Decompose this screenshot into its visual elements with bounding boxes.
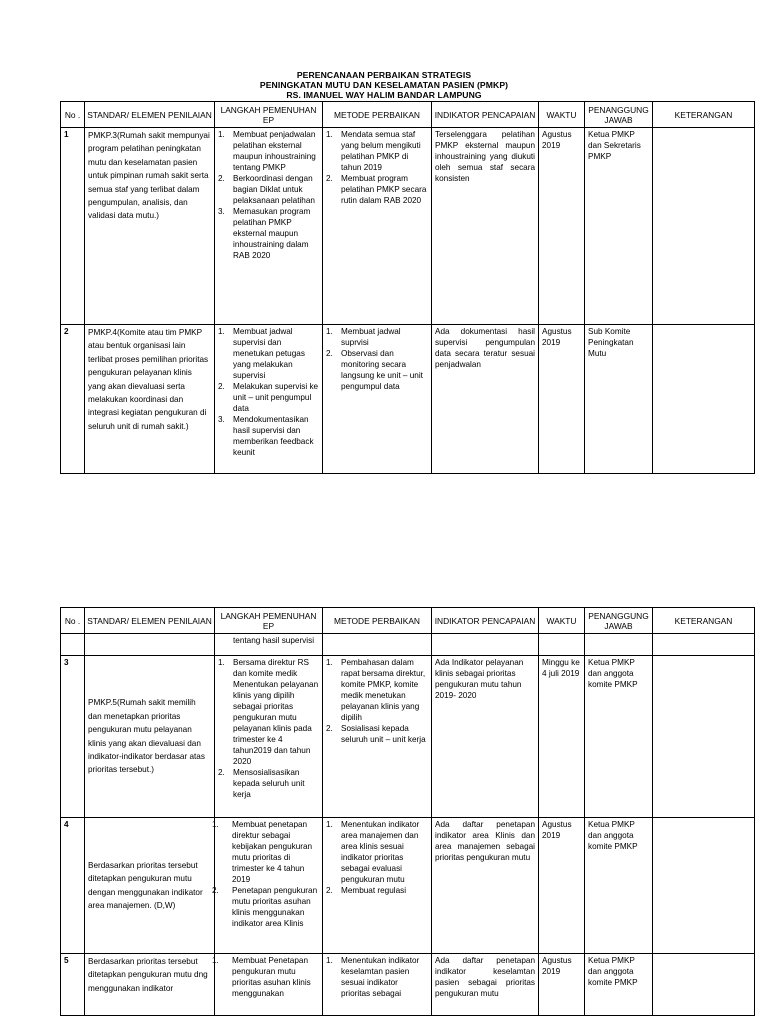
standar-text: Berdasarkan prioritas tersebut ditetapkan pengukuran mutu dng menggunakan indikator [88,957,208,993]
standar-text: PMKP.4(Komite atau tim PMKP atau bentuk organisasi lain terlibat proses pemilihan prioritas pengukuran pelayanan klinis yang akan dievaluasi serta melakukan koordinasi dan integrasi kegiatan pengukuran di seluruh unit di rumah sakit.) [88,328,209,431]
langkah-cell [212,954,323,1016]
standar-cell [85,656,215,818]
table-header-row [61,102,755,128]
waktu-cell: Minggu ke 4 juli 2019 [539,656,585,818]
header-langkah: LANGKAH PEMENUHAN EP [215,102,323,128]
list-item: 2. Penetapan pengukuran mutu prioritas asuhan klinis menggunakan indikator area Klinis [212,886,318,928]
indikator-cell: Ada daftar penetapan indikator keselamtan pasien sebagai prioritas pengukuran mutu [432,954,539,1016]
list-item: 2. Berkoordinasi dengan bagian Diklat untuk pelaksanaan pelatihan [218,174,315,205]
langkah-list [212,819,319,929]
table-row [61,128,755,325]
waktu-cell: Agustus 2019 [539,128,585,325]
plan-table-1 [60,101,755,474]
standar-text: PMKP.3(Rumah sakit mempunyai program pelatihan peningkatan mutu dan keselamatan pasien untuk pimpinan rumah sakit serta semua staf yang terlibat dalam pengumpulan, analisis, dan validasi data mutu.) [88,131,210,221]
langkah-list [218,326,319,458]
langkah-cell [212,818,323,954]
metode-list [326,657,428,745]
list-item: 1. Membuat Penetapan pengukuran mutu prioritas asuhan klinis menggunakan [212,956,311,998]
header-indikator: INDIKATOR PENCAPAIAN [432,102,539,128]
penanggung-cell: Ketua PMKP dan anggota komite PMKP [585,656,653,818]
waktu-cell: Agustus 2019 [539,954,585,1016]
list-item: 1. Menentukan indikator area manajemen dan area klinis sesuai indikator prioritas sebagai evaluasi pengukuran mutu [326,820,420,884]
penanggung-cell: Ketua PMKP dan anggota komite PMKP [585,818,653,954]
list-item: 2. Sosialisasi kepada seluruh unit – unit kerja [326,724,426,744]
standar-cell [85,818,215,954]
langkah-list [212,955,319,999]
header-indikator: INDIKATOR PENCAPAIAN [432,608,539,634]
list-item: 1. Mendata semua staf yang belum mengikuti pelatihan PMKP di tahun 2019 [326,130,421,172]
keterangan-cell [653,818,755,954]
header-penanggung: PENANGGUNG JAWAB [585,608,653,634]
list-item: 2. Mensosialisasikan kepada seluruh unit kerja [218,768,305,799]
list-item: 1. Menentukan indikator keselamtan pasien sesuai indikator prioritas sebagai [326,956,420,998]
header-no: No . [61,102,85,128]
continuation-text: tentang hasil supervisi [215,634,323,656]
standar-cell [85,954,215,1016]
waktu-cell: Agustus 2019 [539,325,585,474]
langkah-list [218,657,319,800]
metode-cell [323,954,432,1016]
penanggung-cell: Ketua PMKP dan Sekretaris PMKP [585,128,653,325]
list-item: 1. Membuat jadwal suprvisi [326,327,401,347]
header-langkah: LANGKAH PEMENUHAN EP [215,608,323,634]
metode-cell [323,656,432,818]
standar-cell [85,128,215,325]
header-no: No . [61,608,85,634]
indikator-cell: Ada dokumentasi hasil supervisi pengumpulan data secara teratur sesuai penjadwalan [432,325,539,474]
penanggung-cell: Ketua PMKP dan anggota komite PMKP [585,954,653,1016]
list-item: 2. Melakukan supervisi ke unit – unit pengumpul data [218,382,319,413]
list-item: 1. Pembahasan dalam rapat bersama direktur, komite PMKP, komite medik menetukan pelayanan klinis yang dipilih [326,658,426,722]
row-number: 1 [61,128,85,325]
standar-text: PMKP.5(Rumah sakit memilih dan menetapkan prioritas pengukuran mutu pelayanan klinis yang akan dievaluasi dan indikator-indikator berdasar atas prioritas tersebut.) [88,698,205,775]
table-row [61,325,755,474]
header-keterangan: KETERANGAN [653,608,755,634]
metode-list [326,129,428,206]
list-item: 3. Memasukan program pelatihan PMKP eksternal maupun inhoustraining dalam RAB 2020 [218,207,311,260]
header-metode: METODE PERBAIKAN [323,102,432,128]
metode-list [326,326,428,392]
metode-cell [323,818,432,954]
doc-title-1: PERENCANAAN PERBAIKAN STRATEGIS [296,70,472,80]
header-metode: METODE PERBAIKAN [323,608,432,634]
keterangan-cell [653,325,755,474]
list-item: 1. Membuat jadwal supervisi dan menetukan petugas yang melakukan supervisi [218,327,305,380]
metode-list [326,955,428,999]
continuation-row [61,634,755,656]
list-item: 2. Membuat program pelatihan PMKP secara rutin dalam RAB 2020 [326,174,427,205]
list-item: 3. Mendokumentasikan hasil supervisi dan memberikan feedback keunit [218,415,314,457]
table-row [61,656,755,818]
row-number: 4 [61,818,85,954]
list-item: 1. Membuat penjadwalan pelatihan eksternal maupun inhoustraining tentang PMKP [218,130,316,172]
keterangan-cell [653,954,755,1016]
standar-text: Berdasarkan prioritas tersebut ditetapkan pengukuran mutu dengan menggunakan indikator area manajemen. (D,W) [88,860,203,910]
indikator-cell: Ada daftar penetapan indikator area Klinis dan area manajemen sebagai prioritas pengukuran mutu [432,818,539,954]
metode-cell [323,325,432,474]
langkah-cell [215,325,323,474]
header-standar: STANDAR/ ELEMEN PENILAIAN [85,608,215,634]
row-number: 5 [61,954,85,1016]
penanggung-cell: Sub Komite Peningkatan Mutu [585,325,653,474]
waktu-cell: Agustus 2019 [539,818,585,954]
indikator-cell: Ada Indikator pelayanan klinis sebagai prioritas pengukuran mutu tahun 2019- 2020 [432,656,539,818]
indikator-cell: Terselenggara pelatihan PMKP eksternal maupun inhoustraining yang diukuti oleh semua staf secara konsisten [432,128,539,325]
metode-cell [323,128,432,325]
langkah-list [218,129,319,261]
langkah-cell [215,656,323,818]
header-keterangan: KETERANGAN [653,102,755,128]
table-header-row [61,608,755,634]
header-waktu: WAKTU [539,102,585,128]
header-waktu: WAKTU [539,608,585,634]
list-item: 1. Bersama direktur RS dan komite medik Menentukan pelayanan klinis yang dipilih sebagai prioritas pengukuran mutu pelayanan klinis pada trimester ke 4 tahun2019 dan tahun 2020 [218,658,319,766]
doc-title-2: PENINGKATAN MUTU DAN KESELAMATAN PASIEN (PMKP) [259,80,509,90]
langkah-cell [215,128,323,325]
table-row [61,818,755,954]
header-penanggung: PENANGGUNG JAWAB [585,102,653,128]
plan-table-2 [60,607,755,1016]
list-item: 2. Observasi dan monitoring secara langsung ke unit – unit pengumpul data [326,349,423,391]
list-item: 1. Membuat penetapan direktur sebagai kebijakan pengukuran mutu prioritas di trimester ke 4 tahun 2019 [212,820,313,884]
table-row [61,954,755,1016]
row-number: 3 [61,656,85,818]
list-item: 2. Membuat regulasi [326,886,407,895]
keterangan-cell [653,656,755,818]
standar-cell [85,325,215,474]
row-number: 2 [61,325,85,474]
doc-title-3: RS. IMANUEL WAY HALIM BANDAR LAMPUNG [286,90,482,100]
metode-list [326,819,428,896]
header-standar: STANDAR/ ELEMEN PENILAIAN [85,102,215,128]
keterangan-cell [653,128,755,325]
